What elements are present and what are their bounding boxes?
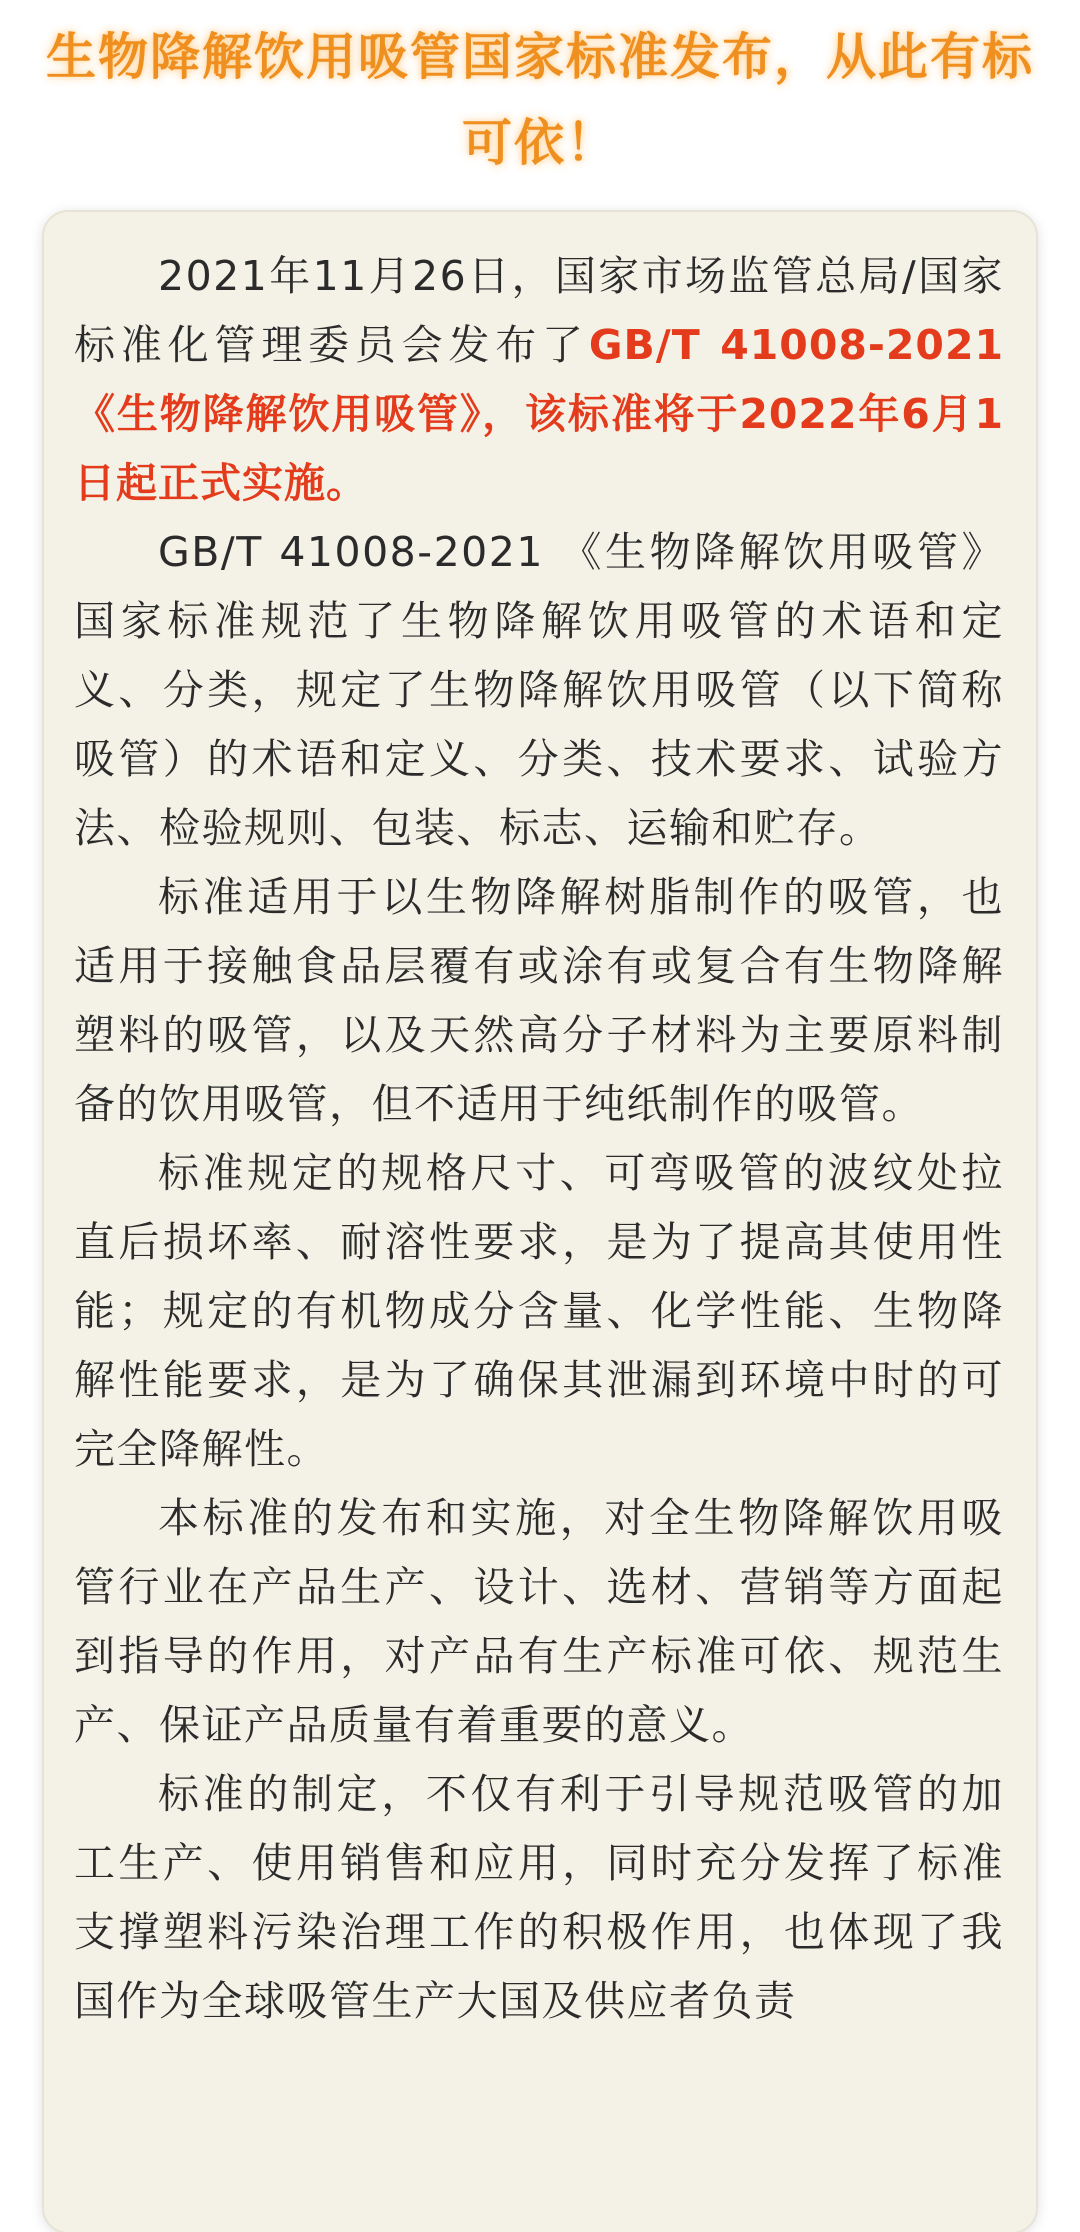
page-title: 生物降解饮用吸管国家标准发布，从此有标可依！	[46, 28, 1034, 172]
paragraph-requirements: 标准规定的规格尺寸、可弯吸管的波纹处拉直后损坏率、耐溶性要求，是为了提高其使用性能；规定的有机物成分含量、化学性能、生物降解性能要求，是为了确保其泄漏到环境中时的可完全降解性。	[74, 1149, 1004, 1473]
standard-highlight: GB/T 41008-2021《生物降解饮用吸管》，该标准将于2022年6月1日起正式实施。	[74, 321, 1004, 507]
paragraph-significance: 本标准的发布和实施，对全生物降解饮用吸管行业在产品生产、设计、选材、营销等方面起到指导的作用，对产品有生产标准可依、规范生产、保证产品质量有着重要的意义。	[74, 1494, 1004, 1749]
paragraph-scope: GB/T 41008-2021 《生物降解饮用吸管》国家标准规范了生物降解饮用吸管的术语和定义、分类，规定了生物降解饮用吸管（以下简称吸管）的术语和定义、分类、技术要求、试验方法、检验规则、包装、标志、运输和贮存。	[74, 528, 1004, 852]
article-header	[0, 0, 1080, 200]
article-card	[44, 212, 1036, 2232]
paragraph-impact: 标准的制定，不仅有利于引导规范吸管的加工生产、使用销售和应用，同时充分发挥了标准支撑塑料污染治理工作的积极作用，也体现了我国作为全球吸管生产大国及供应者负责	[74, 1770, 1004, 2025]
paragraph-applicability: 标准适用于以生物降解树脂制作的吸管，也适用于接触食品层覆有或涂有或复合有生物降解塑料的吸管，以及天然高分子材料为主要原料制备的饮用吸管，但不适用于纯纸制作的吸管。	[74, 873, 1004, 1128]
paragraph-announcement	[74, 242, 1004, 518]
announcement-lead-text: 2021年11月26日，国家市场监管总局/国家标准化管理委员会发布了	[74, 252, 1004, 369]
